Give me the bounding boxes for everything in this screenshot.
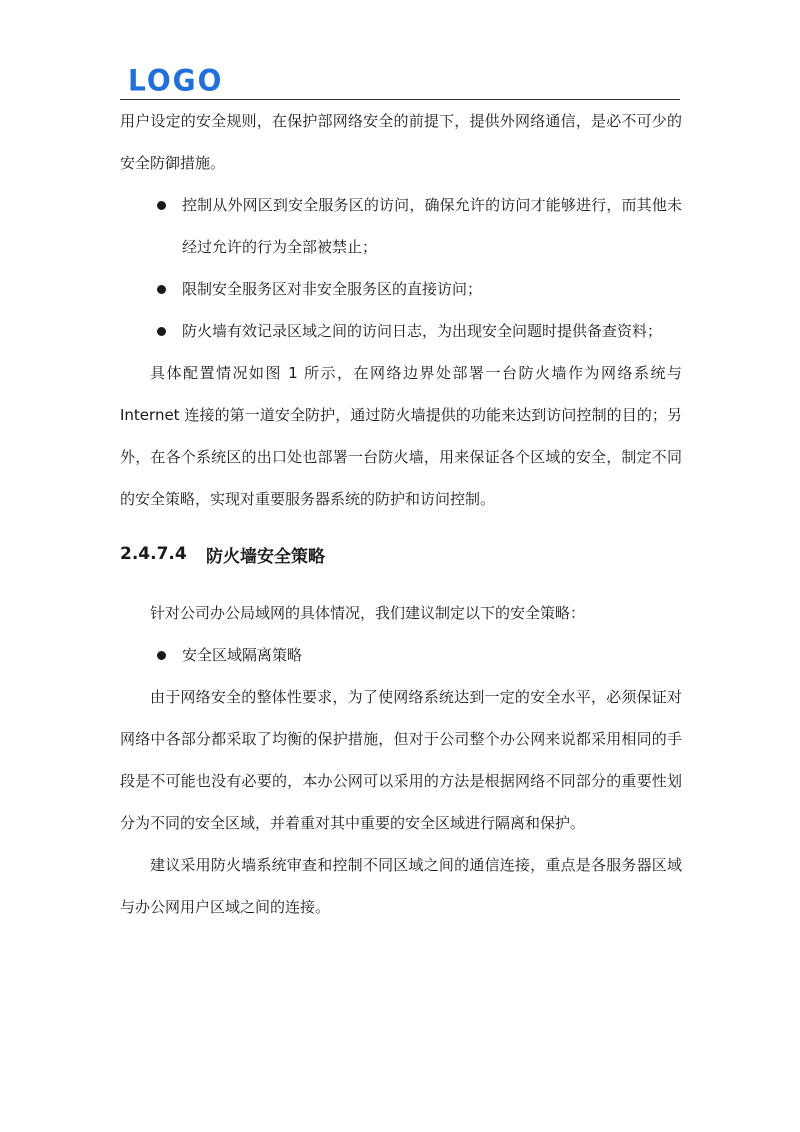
logo-text: LOGO (128, 63, 224, 98)
suggest-paragraph: 建议采用防火墙系统审查和控制不同区域之间的通信连接，重点是各服务器区域与办公网用户区域之间的连接。 (120, 856, 682, 916)
isolation-paragraph: 由于网络安全的整体性要求，为了使网络系统达到一定的安全水平，必须保证对网络中各部分都采取了均衡的保护措施，但对于公司整个办公网来说都采用相同的手段是不可能也没有必要的，本办公网可以采用的方法是根据网络不同部分的重要性划分为不同的安全区域，并着重对其中重要的安全区域进行隔离和保护。 (120, 688, 682, 832)
section-title: 防火墙安全策略 (206, 546, 325, 567)
page-header (120, 60, 680, 100)
logo (128, 64, 223, 97)
section-heading (120, 534, 682, 574)
bullet-dot-icon (157, 327, 166, 336)
bullet-dot-icon (157, 285, 166, 294)
bullet-dot-icon (157, 651, 166, 660)
config-paragraph: 具体配置情况如图 1 所示，在网络边界处部署一台防火墙作为网络系统与 Internet 连接的第一道安全防护，通过防火墙提供的功能来达到访问控制的目的；另外，在各个系统区的出口处也部署一台防火墙，用来保证各个区域的安全，制定不同的安全策略，实现对重要服务器系统的防护和访问控制。 (120, 364, 682, 508)
bullet-text: 防火墙有效记录区域之间的访问日志，为出现安全问题时提供备查资料； (182, 322, 663, 340)
bullet-item (120, 634, 682, 676)
bullet-text: 限制安全服务区对非安全服务区的直接访问； (182, 280, 483, 298)
intro-paragraph: 用户设定的安全规则，在保护部网络安全的前提下，提供外网络通信，是必不可少的安全防御措施。 (120, 112, 682, 172)
bullet-text: 控制从外网区到安全服务区的访问，确保允许的访问才能够进行，而其他未经过允许的行为全部被禁止； (182, 196, 682, 256)
bullet-dot-icon (157, 201, 166, 210)
recommend-paragraph: 针对公司办公局域网的具体情况，我们建议制定以下的安全策略： (150, 604, 586, 622)
bullet-item (120, 310, 682, 352)
section-number: 2.4.7.4 (120, 544, 187, 564)
bullet-item (120, 268, 682, 310)
bullet-item (120, 184, 682, 268)
bullet-text: 安全区域隔离策略 (182, 646, 303, 664)
document-body (120, 100, 682, 928)
